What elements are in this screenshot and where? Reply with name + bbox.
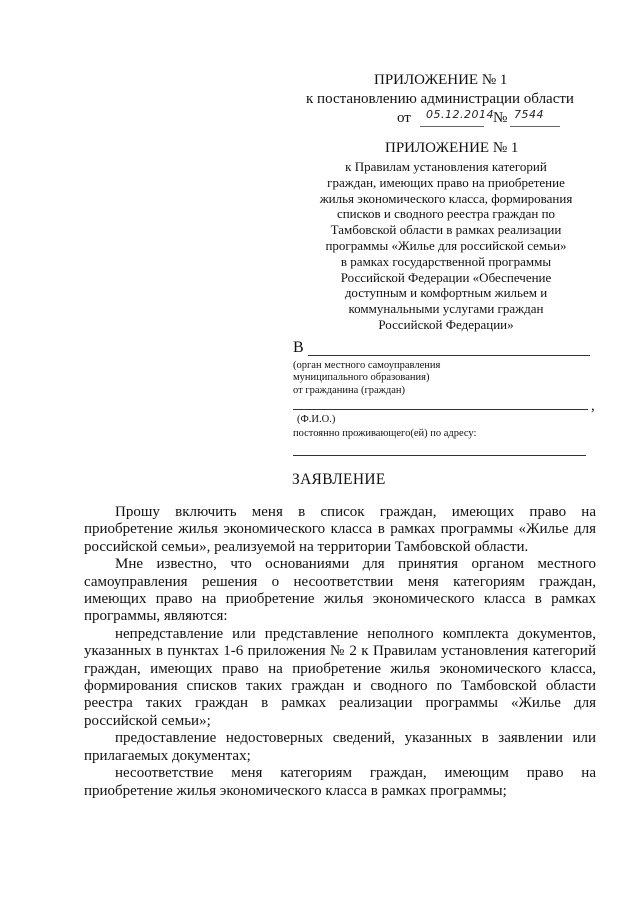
statement-paragraph: несоответствие меня категориям граждан, имеющим право на приобретение жилья экономического класса в рамках программы; xyxy=(84,765,596,799)
rules-line: Российской Федерации» xyxy=(378,316,514,332)
statement-title: ЗАЯВЛЕНИЕ xyxy=(292,471,386,488)
rules-line: коммунальными услугами граждан xyxy=(348,301,544,317)
addressee-body-line xyxy=(308,355,590,356)
rules-line: программы «Жилье для российской семьи» xyxy=(325,237,567,253)
addressee-body-caption-2: муниципального образования) xyxy=(293,372,430,383)
statement-paragraph: Прошу включить меня в список граждан, имеющих право на приобретение жилья экономического класса в рамках программы «Жилье для российской семьи», реализуемой на территории Тамбовской области. xyxy=(84,504,596,555)
rules-line: жилья экономического класса, формирования xyxy=(319,190,573,206)
addressee-from-citizen: от гражданина (граждан) xyxy=(293,385,406,396)
rules-line: в рамках государственной программы xyxy=(340,253,552,269)
statement-paragraph: Мне известно, что основаниями для принятия органом местного самоуправления решения о несоответствии меня категориям граждан, имеющих право на приобретение жилья экономического класса в рамках программы, являются: xyxy=(84,556,596,625)
rules-line: списков и сводного реестра граждан по xyxy=(336,206,556,222)
statement-body xyxy=(84,504,596,800)
header-number-label: № xyxy=(493,110,508,126)
rules-line: доступным и комфортным жильем и xyxy=(344,285,548,301)
statement-paragraph: предоставление недостоверных сведений, указанных в заявлении или прилагаемых документах; xyxy=(84,730,596,764)
citizen-name-line xyxy=(293,409,588,410)
residing-label: постоянно проживающего(ей) по адресу: xyxy=(293,428,477,439)
addressee-body-caption-1: (орган местного самоуправления xyxy=(293,360,441,371)
rules-line: Российской Федерации «Обеспечение xyxy=(340,269,552,285)
rules-line: граждан, имеющих право на приобретение xyxy=(327,174,565,190)
header-date-handwritten: 05.12.2014 xyxy=(426,108,494,121)
header-number-handwritten: 7544 xyxy=(514,108,544,121)
header-to-resolution: к постановлению администрации области xyxy=(306,91,574,107)
fio-caption: (Ф.И.О.) xyxy=(297,414,336,425)
rules-line: к Правилам установления категорий xyxy=(345,159,547,174)
header-from-label: от xyxy=(397,110,411,126)
date-underline xyxy=(420,126,484,127)
citizen-name-comma: , xyxy=(591,398,595,414)
number-underline xyxy=(510,126,560,127)
address-line xyxy=(293,455,586,456)
addressee-to-letter: В xyxy=(293,339,304,356)
rules-description xyxy=(318,159,574,333)
rules-line: Тамбовской области в рамках реализации xyxy=(330,222,562,238)
statement-paragraph: непредставление или представление неполного комплекта документов, указанных в пунктах 1-6 приложения № 2 к Правилам установления категорий граждан, имеющих право на приобретение жилья экономического класса, формирования списков таких граждан и сводного по Тамбовской области реестра таких граждан в рамках реализации программы «Жилье для российской семьи»; xyxy=(84,625,596,729)
rules-appendix-title: ПРИЛОЖЕНИЕ № 1 xyxy=(385,140,519,156)
header-appendix-title: ПРИЛОЖЕНИЕ № 1 xyxy=(374,72,508,88)
